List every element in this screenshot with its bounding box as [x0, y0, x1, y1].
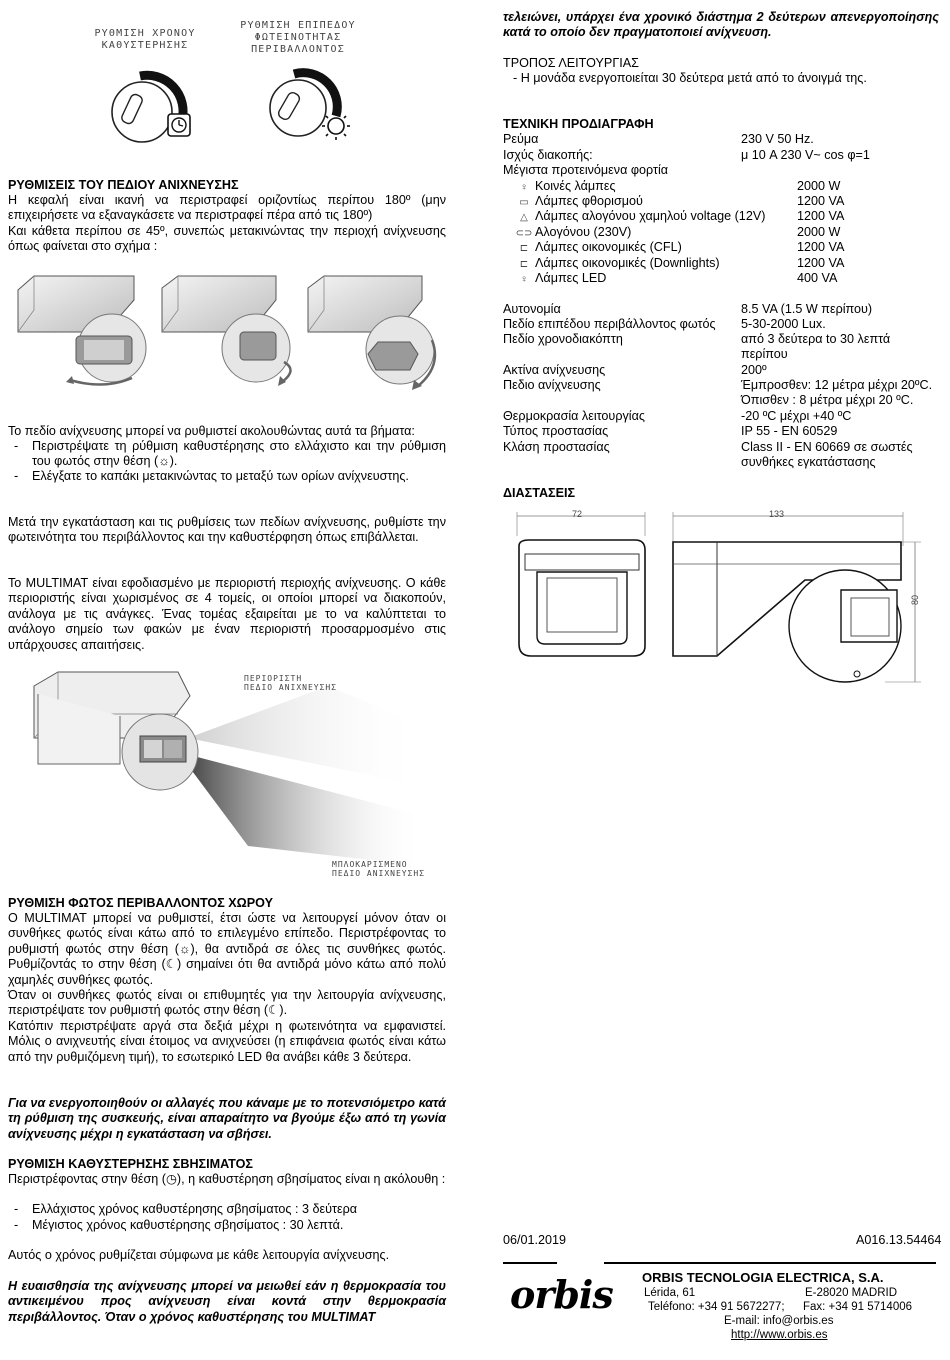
timer-value: από 3 δεύτερα to 30 λεπτά περίπου — [741, 332, 891, 362]
step-2: - Ελέγξατε το καπάκι μετακινώντας το μεταξύ των ορίων ανίχνευστης. — [14, 469, 409, 483]
mode-title: ΤΡΟΠΟΣ ΛΕΙΤΟΥΡΓΙΑΣ — [503, 56, 639, 70]
sun-icon — [322, 112, 350, 140]
orbis-logo: orbis — [510, 1272, 613, 1317]
temperature-label: Θερμοκρασία λειτουργίας — [503, 409, 645, 423]
dim-height-label: 80 — [910, 594, 920, 605]
company-street: Lérida, 61 — [644, 1287, 696, 1299]
delay-dial-illustration — [100, 68, 200, 148]
limited-field-figure — [28, 666, 424, 876]
load-row: ▭ Λάμπες φθορισμού — [513, 194, 643, 210]
power-value: μ 10 A 230 V~ cos φ=1 — [741, 148, 870, 162]
radius-value: 200º — [741, 363, 767, 377]
loads-label: Μέγιστα προτεινόμενα φορτία — [503, 163, 669, 177]
autonomy-value: 8.5 VA (1.5 W περίπου) — [741, 302, 873, 316]
light-dial-label: ΡΥΘΜΙΣΗ ΕΠΙΠΕΔΟΥ ΦΩΤΕΙΝΟΤΗΤΑΣ ΠΕΡΙΒΑΛΛΟΝΤΟΣ — [240, 20, 356, 55]
ambient-value: 5-30-2000 Lux. — [741, 317, 826, 331]
mode-item: - Η μονάδα ενεργοποιείται 30 δεύτερα μετά από το άνοιγμά της. — [513, 71, 867, 85]
side-view — [673, 512, 921, 682]
protection-value: IP 55 - EN 60529 — [741, 424, 838, 438]
limited-field-label: ΠΕΡΙΟΡΙΣΤΗ ΠΕΔΙΟ ΑΝΙΧΝΕΥΣΗΣ — [244, 674, 338, 692]
load-value: 1200 VA — [797, 240, 845, 254]
light-bold-note: Για να ενεργοποιηθούν οι αλλαγές που κάναμε με το ποτενσιόμετρο κατά τη ρύθμιση της συσκευής, είναι απαραίτητο να βγούμε έξω από τη γωνία ανίχνευσης μέχρι η εγκατάσταση να σβήσει. — [8, 1096, 446, 1141]
document-date: 06/01.2019 — [503, 1233, 567, 1247]
range-value: Έμπροσθεν: 12 μέτρα μέχρι 20ºC. Όπισθεν : 8 μέτρα μέχρι 20 ºC. — [741, 378, 933, 408]
timer-label: Πεδίο χρονοδιακόπτη — [503, 332, 623, 346]
protection-label: Τύπος προστασίας — [503, 424, 609, 438]
radius-label: Ακτίνα ανίχνευσης — [503, 363, 606, 377]
light-paragraph-3: Κατόπιν περιστρέψατε αργά στα δεξιά μέχρι η φωτεινότητα να εμφανιστεί. Μόλις ο ανιχνευτής είναι έτοιμος να ανιχνεύσει (η επιφάνεια φωτός είναι κάτω από την ρυθμιζόμενη τιμή), το εσωτερικό LED θα ανάβει κάθε 3 δεύτερα. — [8, 1019, 446, 1064]
led-lamp-icon: ♀ — [520, 274, 528, 285]
detection-title: ΡΥΘΜΙΣΕΙΣ ΤΟΥ ΠΕΔΙΟΥ ΑΝΙΧΝΕΥΣΗΣ — [8, 178, 239, 192]
light-dial-illustration — [250, 68, 370, 148]
spec-title: ΤΕΧΝΙΚΗ ΠΡΟΔΙΑΓΡΑΦΗ — [503, 117, 654, 131]
load-row: ♀ Κοινές λάμπες — [513, 179, 616, 195]
detection-paragraph-1: Η κεφαλή είναι ικανή να περιστραφεί οριζοντίως περίπου 180º (μην επιχειρήσετε να εξαναγκάσετε να περιστραφεί πέρα από τις 180º) — [8, 193, 446, 223]
step-1: - Περιστρέψατε τη ρύθμιση καθυστέρησης στο ελλάχιστο και την ρύθμιση του φωτός στην θέση (☼). — [14, 439, 446, 469]
halogen-spot-icon: △ — [520, 212, 528, 223]
delay-paragraph-2: Αυτός ο χρόνος ρυθμίζεται σύμφωνα με κάθε λειτουργία ανίχνευσης. — [8, 1248, 390, 1262]
footer-rule-left — [503, 1262, 557, 1264]
multimat-limiter-paragraph: Το MULTIMAT είναι εφοδιασμένο με περιοριστή περιοχής ανίχνευσης. Ο κάθε περιοριστής είναι χωρισμένος σε 4 τομείς, οι οποίοι μπορεί να διακοπούν, ανάλογα με τις ανάγκες. Ένας τομέας εξαιρείται με το να καλύπτεται το ανάλογο σημείο των φακών με έναν περιοριστή προσαρμοσμένο στις υπάρχουσες απαιτήσεις. — [8, 576, 446, 652]
load-value: 1200 VA — [797, 256, 845, 270]
ambient-label: Πεδίο επιπέδου περιβάλλοντος φωτός — [503, 317, 716, 331]
dim-length-label: 133 — [769, 509, 785, 519]
after-install-paragraph: Μετά την εγκατάσταση και τις ρυθμίσεις των πεδίων ανίχνευσης, ρυθμίστε την φωτεινότητα του περιβάλλοντος και την καθυστέρφηση όπως επιβάλλεται. — [8, 515, 446, 545]
delay-paragraph-1: Περιστρέφοντας στην θέση (◷), η καθυστέρηση σβησίματος είναι η ακόλουθη : — [8, 1172, 446, 1186]
sensitivity-bold-note: Η ευαισθησία της ανίχνευσης μπορεί να μειωθεί εάν η θερμοκρασία του αντικειμένου προς ανίχνευση είναι κοντά στην θερμοκρασία περιβάλλοντος. Όταν ο χρόνος καθυστέρησης του MULTIMAT — [8, 1279, 446, 1324]
temperature-value: -20 ºC μέχρι +40 ºC — [741, 409, 852, 423]
sensor-view-2 — [162, 276, 291, 386]
load-row: ⊂⊃ Αλογόνου (230V) — [513, 225, 631, 241]
company-name: ORBIS TECNOLOGIA ELECTRICA, S.A. — [642, 1270, 884, 1285]
light-paragraph-1: Ο MULTIMAT μπορεί να ρυθμιστεί, έτσι ώστε να λειτουργεί μόνον όταν οι συνθήκες φωτός είναι κάτω από το επιλεγμένο επίπεδο. Περιστρέφοντας το ρυθμιστή φωτός στην θέση (☼), θα αντιδρά σε όλες τις συνθήκες φωτός. Ρυθμίζοντάς το στην θέση (☾) σημαίνει ότι θα αντιδρά μόνο κάτω από πολύ χαμηλές συνθήκες φωτός. — [8, 911, 446, 987]
front-view — [517, 512, 645, 656]
load-value: 1200 VA — [797, 209, 845, 223]
sensor-view-3 — [308, 276, 435, 390]
range-label: Πεδιο ανίχνευσης — [503, 378, 601, 392]
clock-icon — [168, 114, 190, 136]
dimensions-drawing — [505, 506, 935, 696]
halogen-tube-icon: ⊂⊃ — [515, 228, 533, 239]
light-paragraph-2: Όταν οι συνθήκες φωτός είναι οι επιθυμητές για την λειτουργία ανίχνευσης, περιστρέψατε τον ρυθμιστή φωτός στην θέση (☾). — [8, 988, 446, 1018]
footer-rule-right — [604, 1262, 936, 1264]
continued-bold-note: τελειώνει, υπάρχει ένα χρονικό διάστημα 2 δεύτερων απενεργοποίησης κατά το οποίο δεν πραγματοποιεί ανίχνευση. — [503, 10, 939, 40]
load-row: ♀ Λάμπες LED — [513, 271, 606, 287]
load-row: ⊏ Λάμπες οικονομικές (Downlights) — [513, 256, 720, 272]
delay-dial-label: ΡΥΘΜΙΣΗ ΧΡΟΝΟΥ ΚΑΘΥΣΤΕΡΗΣΗΣ — [94, 28, 196, 51]
company-phone: Teléfono: +34 91 5672277; — [648, 1301, 785, 1313]
current-value: 230 V 50 Hz. — [741, 132, 814, 146]
load-row: ⊏ Λάμπες οικονομικές (CFL) — [513, 240, 682, 256]
load-row: △ Λάμπες αλογόνου χαμηλού voltage (12V) — [513, 209, 765, 225]
sensor-rotation-figure — [14, 270, 444, 400]
incandescent-lamp-icon: ♀ — [520, 182, 528, 193]
downlight-lamp-icon: ⊏ — [519, 259, 529, 270]
load-value: 2000 W — [797, 179, 841, 193]
load-value: 2000 W — [797, 225, 841, 239]
load-value: 400 VA — [797, 271, 838, 285]
company-city: E-28020 MADRID — [805, 1287, 898, 1299]
cfl-lamp-icon: ⊏ — [519, 243, 529, 254]
company-email: E-mail: info@orbis.es — [724, 1315, 834, 1327]
moon-icon — [260, 112, 272, 136]
sensor-view-1 — [18, 276, 146, 385]
delay-title: ΡΥΘΜΙΣΗ ΚΑΘΥΣΤΕΡΗΣΗΣ ΣΒΗΣΙΜΑΤΟΣ — [8, 1157, 253, 1171]
document-code: A016.13.54464 — [856, 1233, 942, 1247]
current-label: Ρεύμα — [503, 132, 539, 146]
steps-intro: Το πεδίο ανίχνευσης μπορεί να ρυθμιστεί ακολουθώντας αυτά τα βήματα: — [8, 424, 415, 438]
autonomy-label: Αυτονομία — [503, 302, 561, 316]
load-value: 1200 VA — [797, 194, 845, 208]
dim-width-label: 72 — [572, 509, 583, 519]
class-label: Κλάση προστασίας — [503, 440, 610, 454]
dimensions-title: ΔΙΑΣΤΑΣΕΙΣ — [503, 486, 576, 500]
delay-min: - Ελλάχιστος χρόνος καθυστέρησης σβησίματος : 3 δεύτερα — [14, 1202, 358, 1216]
detection-paragraph-2: Και κάθετα περίπου σε 45º, συνεπώς μετακινώντας την περιοχή ανίχνευσης όπως φαίνεται στο σχήμα : — [8, 224, 446, 254]
power-label: Ισχύς διακοπής: — [503, 148, 593, 162]
company-website-link[interactable]: http://www.orbis.es — [731, 1329, 828, 1341]
light-title: ΡΥΘΜΙΣΗ ΦΩΤΟΣ ΠΕΡΙΒΑΛΛΟΝΤΟΣ ΧΩΡΟΥ — [8, 896, 274, 910]
delay-max: - Μέγιστος χρόνος καθυστέρησης σβησίματος : 30 λεπτά. — [14, 1218, 344, 1232]
company-fax: Fax: +34 91 5714006 — [803, 1301, 913, 1313]
class-value: Class II - EN 60669 σε σωστές συνθήκες εγκατάστασης — [741, 440, 913, 470]
fluorescent-tube-icon: ▭ — [519, 197, 529, 208]
blocked-field-label: ΜΠΛΟΚΑΡΙΣΜΕΝΟ ΠΕΔΙΟ ΑΝΙΧΝΕΥΣΗΣ — [332, 860, 426, 878]
